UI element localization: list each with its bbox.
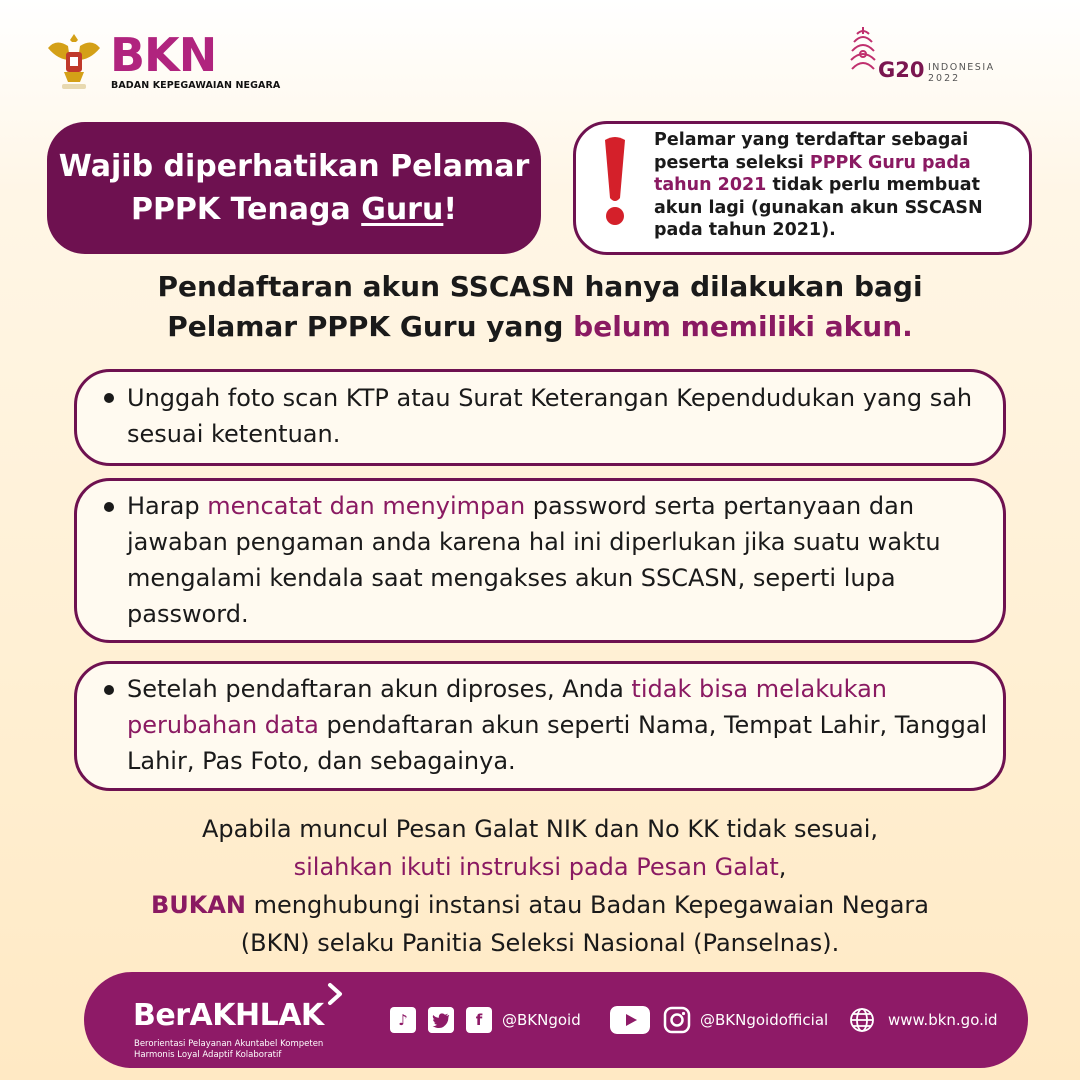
facebook-icon[interactable]: f — [466, 1007, 492, 1033]
headline-highlight: belum memiliki akun. — [573, 310, 913, 343]
twitter-icon[interactable] — [428, 1007, 454, 1033]
tiktok-icon[interactable]: ♪ — [390, 1007, 416, 1033]
title-underlined-word: Guru — [361, 192, 444, 227]
berakhlak-tagline-2: Harmonis Loyal Adaptif Kolaboratif — [134, 1050, 282, 1060]
g20-year-label: 2022 — [928, 73, 961, 84]
g20-emblem-icon — [848, 24, 878, 82]
title-line-2-pre: PPPK Tenaga — [130, 192, 362, 227]
berakhlak-logo: BerAKHLAK — [133, 998, 324, 1033]
exclamation-icon — [595, 136, 635, 228]
footer-note-line-3 — [40, 886, 1040, 924]
footer-note-bukan: BUKAN — [150, 891, 247, 919]
info-card-1-pre: Unggah foto scan KTP atau Surat Keterangan Kependudukan yang sah sesuai ketentuan. — [127, 384, 973, 448]
berakhlak-tagline-1: Berorientasi Pelayanan Akuntabel Kompeten — [134, 1039, 324, 1049]
info-card-2-highlight: mencatat dan menyimpan — [207, 492, 526, 520]
g20-wordmark: G20 — [878, 58, 925, 82]
headline — [60, 267, 1020, 347]
headline-line-1: Pendaftaran akun SSCASN hanya dilakukan bagi — [157, 270, 923, 303]
notice-text-part-2: tidak perlu membuat akun lagi (gunakan akun SSCASN pada tahun 2021). — [654, 175, 983, 240]
info-card-2-post: password serta pertanyaan dan jawaban pengaman anda karena hal ini diperlukan jika suatu waktu mengalami kendala saat mengakses akun SSCASN, seperti lupa password. — [127, 492, 941, 628]
info-card-3-post: pendaftaran akun seperti Nama, Tempat Lahir, Tanggal Lahir, Pas Foto, dan sebagainya. — [127, 711, 988, 775]
footer-note-line-4: (BKN) selaku Panitia Seleksi Nasional (Panselnas). — [240, 929, 840, 957]
notice-highlight: PPPK Guru pada tahun 2021 — [654, 152, 971, 195]
headline-line-2 — [60, 307, 1020, 347]
notice-text — [654, 129, 1024, 242]
website-link[interactable]: www.bkn.go.id — [888, 1011, 998, 1029]
bullet-dot — [104, 685, 114, 695]
social-handle-bkngoid[interactable]: @BKNgoid — [502, 1011, 581, 1029]
notice-text-part-1: Pelamar yang terdaftar sebagai peserta seleksi — [654, 130, 969, 173]
footer-note-highlight: silahkan ikuti instruksi pada Pesan Galat — [293, 853, 779, 881]
instagram-icon[interactable] — [663, 1006, 691, 1034]
footer-note-line-2 — [40, 848, 1040, 886]
chevron-right-icon — [324, 982, 346, 1006]
warning-title-pill — [47, 122, 541, 254]
footer-note-line-1: Apabila muncul Pesan Galat NIK dan No KK tidak sesuai, — [201, 815, 878, 843]
headline-line-2-pre: Pelamar PPPK Guru yang — [167, 310, 574, 343]
info-card-3-text — [127, 671, 997, 779]
bkn-logo-wordmark: BKN — [110, 28, 217, 82]
bullet-dot — [104, 393, 114, 403]
garuda-emblem-icon — [42, 30, 106, 92]
footer-note-line-2-tail: , — [778, 853, 787, 881]
info-card-2-text — [127, 488, 997, 632]
globe-icon — [848, 1006, 876, 1034]
social-handle-bkngoidofficial[interactable]: @BKNgoidofficial — [700, 1011, 829, 1029]
bkn-logo-subtitle: BADAN KEPEGAWAIAN NEGARA — [111, 80, 281, 91]
footer-note-line-3-rest: menghubungi instansi atau Badan Kepegawaian Negara — [246, 891, 930, 919]
bullet-dot — [104, 502, 114, 512]
info-card-3-pre: Setelah pendaftaran akun diproses, Anda — [127, 675, 632, 703]
footer-note — [40, 810, 1040, 962]
info-card-1-text — [127, 380, 997, 452]
title-line-2-post: ! — [443, 192, 458, 227]
info-card-2-pre: Harap — [127, 492, 208, 520]
title-line-2 — [131, 188, 457, 231]
info-card-3-highlight: tidak bisa melakukan perubahan data — [127, 675, 887, 739]
title-line-1: Wajib diperhatikan Pelamar — [58, 149, 530, 184]
g20-country-label: INDONESIA — [928, 62, 995, 73]
youtube-icon[interactable] — [610, 1006, 650, 1034]
